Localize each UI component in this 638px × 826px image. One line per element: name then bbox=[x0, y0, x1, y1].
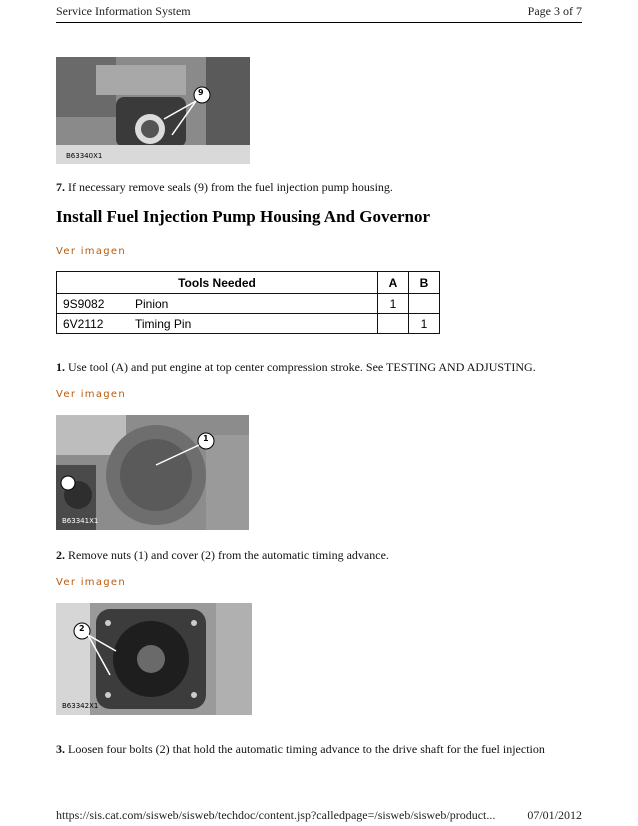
section-heading: Install Fuel Injection Pump Housing And Governor bbox=[56, 207, 431, 226]
footer-url: https://sis.cat.com/sisweb/sisweb/techdoc/content.jsp?calledpage=/sisweb/sisweb/product... bbox=[56, 808, 496, 822]
part-name: Pinion bbox=[129, 294, 378, 314]
figure-timing-cover-photo bbox=[56, 415, 249, 530]
qty-b: 1 bbox=[409, 314, 440, 334]
step-7 bbox=[56, 180, 393, 195]
figure-caption: B63340X1 bbox=[66, 152, 103, 160]
tools-table-header: Tools Needed bbox=[57, 272, 378, 294]
figure-seals-photo bbox=[56, 57, 250, 164]
header-rule bbox=[56, 22, 582, 23]
part-number: 6V2112 bbox=[57, 314, 130, 334]
step-number: 1. bbox=[56, 360, 65, 374]
figure-caption: B63341X1 bbox=[62, 517, 99, 525]
step-text: Remove nuts (1) and cover (2) from the automatic timing advance. bbox=[65, 548, 389, 562]
callout-2: 2 bbox=[79, 624, 85, 633]
figure-caption: B63342X1 bbox=[62, 702, 99, 710]
step-number: 3. bbox=[56, 742, 65, 756]
qty-b bbox=[409, 294, 440, 314]
step-text: Use tool (A) and put engine at top center compression stroke. See TESTING AND ADJUSTING. bbox=[65, 360, 536, 374]
ver-imagen-link[interactable]: Ver imagen bbox=[56, 389, 126, 400]
step-text: Loosen four bolts (2) that hold the automatic timing advance to the drive shaft for the fuel injection bbox=[65, 742, 545, 756]
part-name: Timing Pin bbox=[129, 314, 378, 334]
qty-a: 1 bbox=[378, 294, 409, 314]
ver-imagen-link[interactable]: Ver imagen bbox=[56, 577, 126, 588]
step-3 bbox=[56, 742, 545, 757]
callout-1: 1 bbox=[203, 434, 209, 443]
col-b-header: B bbox=[409, 272, 440, 294]
step-text: If necessary remove seals (9) from the fuel injection pump housing. bbox=[65, 180, 393, 194]
step-number: 2. bbox=[56, 548, 65, 562]
step-1 bbox=[56, 360, 536, 375]
qty-a bbox=[378, 314, 409, 334]
table-row bbox=[57, 294, 440, 314]
step-number: 7. bbox=[56, 180, 65, 194]
page-number: Page 3 of 7 bbox=[527, 4, 582, 18]
callout-9: 9 bbox=[198, 88, 204, 97]
figure-timing-advance-photo bbox=[56, 603, 252, 715]
part-number: 9S9082 bbox=[57, 294, 130, 314]
col-a-header: A bbox=[378, 272, 409, 294]
step-2 bbox=[56, 548, 389, 563]
footer-date: 07/01/2012 bbox=[527, 808, 582, 822]
ver-imagen-link[interactable]: Ver imagen bbox=[56, 246, 126, 257]
table-row bbox=[57, 314, 440, 334]
header-title: Service Information System bbox=[56, 4, 191, 18]
tools-table bbox=[56, 271, 440, 339]
